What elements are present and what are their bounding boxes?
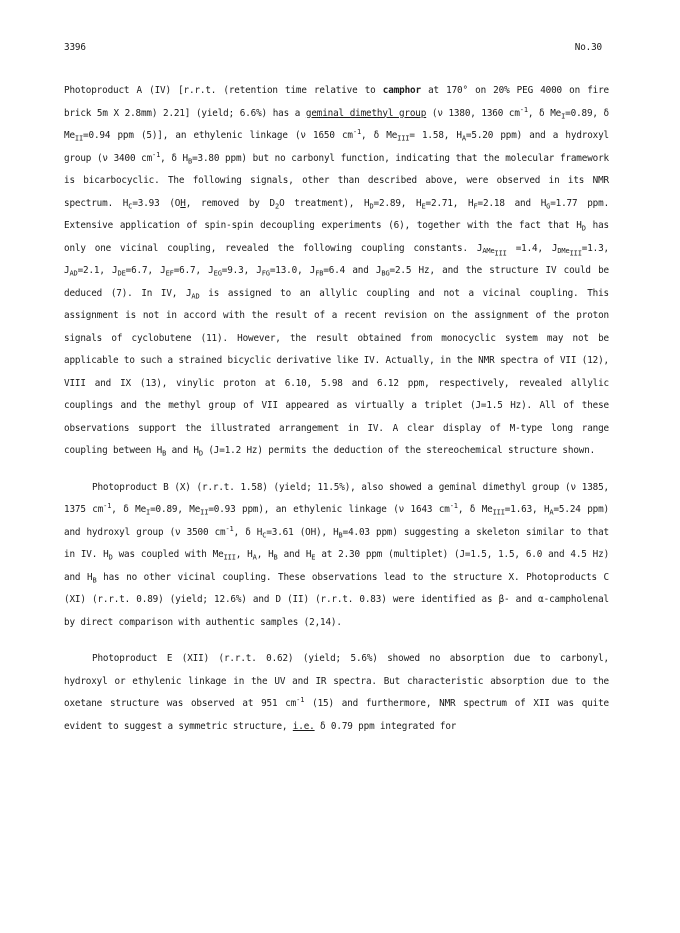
page-number: 3396 [64, 42, 86, 53]
paragraph-photoproduct-a: Photoproduct A (IV) [r.r.t. (retention time relative to camphor at 170° on 20% PEG 4000 on fire brick 5m X 2.8mm) 2.21] (yield; 6.6%) has a geminal dimethyl group (ν 1380, 1360 $cm^{-1}$, δ $Me_I=0.89$, δ $Me_{II}=0.94$ ppm (5)], an ethylenic linkage (ν 1650 $cm^{-1}$, δ $Me_{III}= 1.58$, $H_A=5.20$ ppm) and a hydroxyl group (ν 3400 $cm^{-1}$, δ $H_B=3.80$ ppm) but no carbonyl function, indicating that the molecular framework is bicarbocyclic. The following signals, other than described above, were observed in its NMR spectrum. $H_C=3.93$ (OH, removed by $D_2O$ treatment), $H_D=2.89$, $H_E=2.71$, $H_F=2.18$ and $H_G=1.77$ ppm. Extensive application of spin-spin decoupling experiments (6), together with the fact that $H_D$ has only one vicinal coupling, revealed the following coupling constants. $J_{AMe_{III}} =1.4$, $J_{DMe_{III}}=1.3$, $J_{AD}=2.1$, $J_{DE}=6.7$, $J_{EF}=6.7$, $J_{EG}=9.3$, $J_{FG}=13.0$, $J_{FB}=6.4$ and $J_{BG}=2.5$ Hz, and the structure IV could be deduced (7). In IV, $J_{AD}$ is assigned to an allylic coupling and not a vicinal coupling. This assignment is not in accord with the result of a recent revision on the assignment of the proton signals of cyclobutene (11). However, the result obtained from monocyclic system may not be applicable to such a strained bicyclic derivative like IV. Actually, in the NMR spectra of VII (12), VIII and IX (13), vinylic proton at 6.10, 5.98 and 6.12 ppm, respectively, revealed allylic couplings and the methyl group of VII appeared as virtually a triplet (J=1.5 Hz). All of these observations support the illustrated arrangement in IV. A clear display of M-type long range coupling between $H_B$ and $H_D$ (J=1.2 Hz) permits the deduction of the stereochemical structure shown. [64, 85, 610, 458]
body-text [64, 80, 609, 738]
paragraph-photoproduct-e: Photoproduct E (XII) (r.r.t. 0.62) (yield; 5.6%) showed no absorption due to carbonyl, hydroxyl or ethylenic linkage in the UV and IR spectra. But characteristic absorption due to the oxetane structure was observed at 951 $cm^{-1}$ (15) and furthermore, NMR spectrum of XII was quite evident to suggest a symmetric structure, i.e. δ 0.79 ppm integrated for [64, 653, 609, 732]
paragraph-photoproduct-b: Photoproduct B (X) (r.r.t. 1.58) (yield; 11.5%), also showed a geminal dimethyl group (ν 1385, 1375 $cm^{-1}$, δ $Me_I=0.89$, $Me_{II}=0.93$ ppm), an ethylenic linkage (ν 1643 $cm^{-1}$, δ $Me_{III}=1.63$, $H_A=5.24$ ppm) and hydroxyl group (ν 3500 $cm^{-1}$, δ $H_C=3.61$ (OH), $H_B=4.03$ ppm) suggesting a skeleton similar to that in IV. $H_D$ was coupled with $Me_{III}$, $H_A$, $H_B$ and $H_E$ at 2.30 ppm (multiplet) (J=1.5, 1.5, 6.0 and 4.5 Hz) and $H_B$ has no other vicinal coupling. These observations lead to the structure X. Photoproducts C (XI) (r.r.t. 0.89) (yield; 12.6%) and D (II) (r.r.t. 0.83) were identified as β- and α-campholenal by direct comparison with authentic samples (2,14). [64, 481, 610, 628]
issue-number: No.30 [574, 42, 602, 53]
page-header [64, 41, 602, 55]
